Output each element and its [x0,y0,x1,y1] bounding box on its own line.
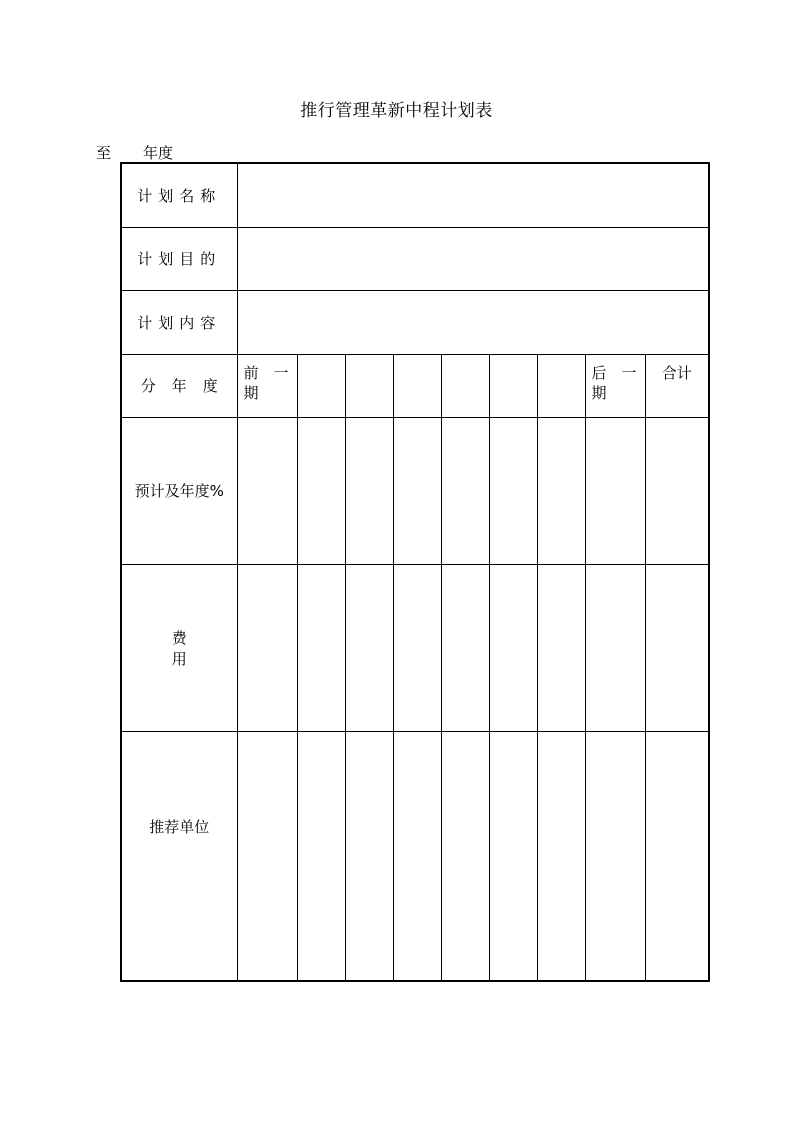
estimated-cell-total[interactable] [645,417,709,564]
plan-name-label: 计划名称 [121,163,237,227]
row-by-year [121,354,709,417]
cost-label: 费用 [121,564,237,731]
unit-cell-total[interactable] [645,731,709,981]
unit-cell-next[interactable] [585,731,645,981]
cost-cell-previous[interactable] [237,564,297,731]
cost-cell-2[interactable] [345,564,393,731]
estimated-label: 预计及年度% [121,417,237,564]
plan-name-field[interactable] [237,163,709,227]
row-cost [121,564,709,731]
year-col-6-header[interactable] [537,354,585,417]
row-plan-name [121,163,709,227]
unit-cell-3[interactable] [393,731,441,981]
total-header: 合计 [645,354,709,417]
previous-period-line1: 前 一 [243,363,289,382]
previous-period-line2: 期 [243,383,259,402]
plan-purpose-field[interactable] [237,227,709,290]
estimated-cell-4[interactable] [441,417,489,564]
cost-cell-3[interactable] [393,564,441,731]
unit-cell-2[interactable] [345,731,393,981]
row-plan-purpose [121,227,709,290]
year-col-3-header[interactable] [393,354,441,417]
unit-cell-4[interactable] [441,731,489,981]
cost-cell-4[interactable] [441,564,489,731]
year-col-2-header[interactable] [345,354,393,417]
estimated-cell-5[interactable] [489,417,537,564]
unit-cell-previous[interactable] [237,731,297,981]
unit-label: 推荐单位 [121,731,237,981]
estimated-cell-6[interactable] [537,417,585,564]
plan-content-label: 计划内容 [121,290,237,354]
estimated-cell-previous[interactable] [237,417,297,564]
by-year-label: 分年度 [121,354,237,417]
year-col-1-header[interactable] [297,354,345,417]
cost-cell-6[interactable] [537,564,585,731]
unit-cell-5[interactable] [489,731,537,981]
cost-cell-total[interactable] [645,564,709,731]
cost-cell-next[interactable] [585,564,645,731]
year-col-4-header[interactable] [441,354,489,417]
next-period-line2: 期 [591,383,607,402]
estimated-cell-3[interactable] [393,417,441,564]
plan-table [120,162,710,982]
row-plan-content [121,290,709,354]
estimated-cell-next[interactable] [585,417,645,564]
year-col-5-header[interactable] [489,354,537,417]
year-range-to: 至 [96,144,112,162]
next-period-header [585,354,645,417]
row-recommending-unit [121,731,709,981]
cost-cell-1[interactable] [297,564,345,731]
year-range-label: 年度 [143,144,174,162]
next-period-line1: 后 一 [591,363,637,382]
cost-cell-5[interactable] [489,564,537,731]
plan-purpose-label: 计划目的 [121,227,237,290]
row-estimated [121,417,709,564]
unit-cell-1[interactable] [297,731,345,981]
estimated-cell-2[interactable] [345,417,393,564]
estimated-cell-1[interactable] [297,417,345,564]
page-title: 推行管理革新中程计划表 [300,101,493,121]
unit-cell-6[interactable] [537,731,585,981]
previous-period-header [237,354,297,417]
plan-content-field[interactable] [237,290,709,354]
